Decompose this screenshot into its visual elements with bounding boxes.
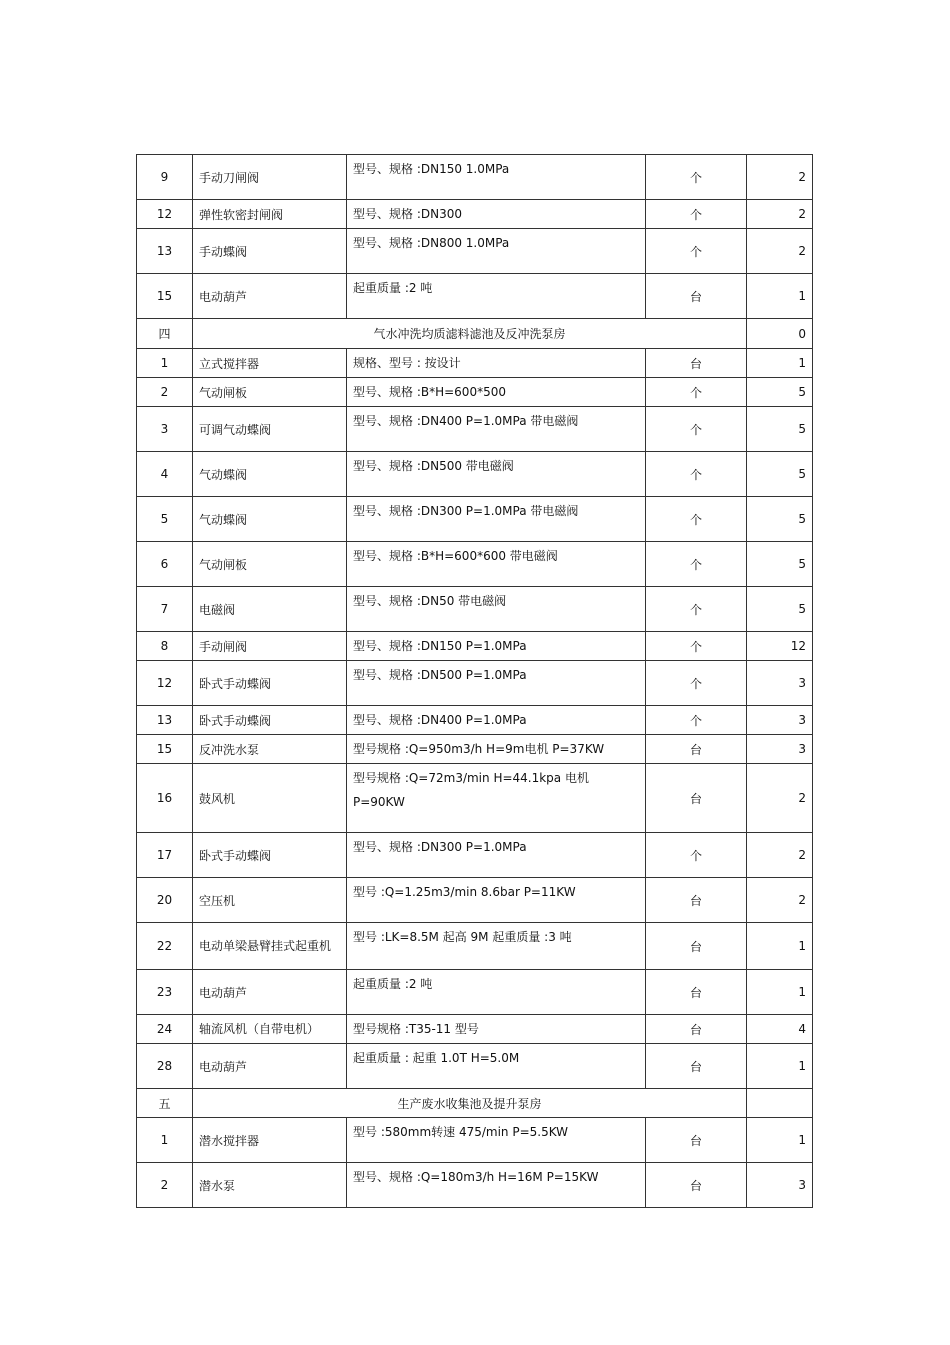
item-name: 空压机 xyxy=(193,878,347,923)
item-spec: 型号、规格 :DN150 1.0MPa xyxy=(347,155,646,200)
item-unit: 个 xyxy=(646,587,747,632)
item-name: 气动蝶阀 xyxy=(193,452,347,497)
item-unit: 台 xyxy=(646,1163,747,1208)
item-unit: 个 xyxy=(646,661,747,706)
item-number: 20 xyxy=(137,878,193,923)
table-row xyxy=(137,1118,813,1163)
item-number: 12 xyxy=(137,200,193,229)
item-number: 16 xyxy=(137,764,193,833)
item-quantity: 1 xyxy=(747,349,813,378)
item-spec: 型号、规格 :DN800 1.0MPa xyxy=(347,229,646,274)
item-number: 4 xyxy=(137,452,193,497)
item-name: 电动葫芦 xyxy=(193,970,347,1015)
item-spec: 型号规格 :Q=950m3/h H=9m电机 P=37KW xyxy=(347,735,646,764)
item-number: 8 xyxy=(137,632,193,661)
item-number: 2 xyxy=(137,378,193,407)
item-number: 24 xyxy=(137,1015,193,1044)
item-spec: 型号、规格 :DN400 P=1.0MPa xyxy=(347,706,646,735)
item-name: 弹性软密封闸阀 xyxy=(193,200,347,229)
item-unit: 台 xyxy=(646,764,747,833)
item-number: 3 xyxy=(137,407,193,452)
item-spec: 型号、规格 :DN300 P=1.0MPa xyxy=(347,833,646,878)
item-quantity: 1 xyxy=(747,923,813,970)
table-body xyxy=(137,155,813,1208)
item-unit: 个 xyxy=(646,542,747,587)
item-spec: 型号 :Q=1.25m3/min 8.6bar P=11KW xyxy=(347,878,646,923)
item-spec: 规格、型号 : 按设计 xyxy=(347,349,646,378)
item-unit: 台 xyxy=(646,735,747,764)
item-name: 卧式手动蝶阀 xyxy=(193,833,347,878)
item-number: 22 xyxy=(137,923,193,970)
item-number: 5 xyxy=(137,497,193,542)
item-quantity: 2 xyxy=(747,878,813,923)
item-name: 卧式手动蝶阀 xyxy=(193,706,347,735)
item-name: 鼓风机 xyxy=(193,764,347,833)
item-unit: 台 xyxy=(646,349,747,378)
item-unit: 个 xyxy=(646,452,747,497)
section-quantity: 0 xyxy=(747,319,813,349)
item-spec: 型号、规格 :DN300 P=1.0MPa 带电磁阀 xyxy=(347,497,646,542)
table-row xyxy=(137,407,813,452)
table-row xyxy=(137,735,813,764)
item-name: 卧式手动蝶阀 xyxy=(193,661,347,706)
item-name: 电磁阀 xyxy=(193,587,347,632)
item-name: 可调气动蝶阀 xyxy=(193,407,347,452)
item-number: 1 xyxy=(137,349,193,378)
item-spec: 型号、规格 :DN500 带电磁阀 xyxy=(347,452,646,497)
table-row xyxy=(137,349,813,378)
item-name: 电动单梁悬臂挂式起重机 xyxy=(193,923,347,970)
table-row xyxy=(137,229,813,274)
item-unit: 个 xyxy=(646,229,747,274)
item-unit: 个 xyxy=(646,706,747,735)
item-quantity: 1 xyxy=(747,1118,813,1163)
item-quantity: 2 xyxy=(747,229,813,274)
item-spec: 型号、规格 :B*H=600*600 带电磁阀 xyxy=(347,542,646,587)
section-title: 气水冲洗均质滤料滤池及反冲洗泵房 xyxy=(193,319,747,349)
item-number: 28 xyxy=(137,1044,193,1089)
item-quantity: 1 xyxy=(747,970,813,1015)
table-row xyxy=(137,878,813,923)
item-name: 反冲洗水泵 xyxy=(193,735,347,764)
item-spec: 型号、规格 :DN400 P=1.0MPa 带电磁阀 xyxy=(347,407,646,452)
item-unit: 台 xyxy=(646,923,747,970)
item-quantity: 1 xyxy=(747,274,813,319)
table-row xyxy=(137,378,813,407)
item-quantity: 2 xyxy=(747,200,813,229)
section-quantity xyxy=(747,1089,813,1118)
section-row xyxy=(137,1089,813,1118)
item-name: 潜水泵 xyxy=(193,1163,347,1208)
item-spec: 型号、规格 :B*H=600*500 xyxy=(347,378,646,407)
item-name: 手动闸阀 xyxy=(193,632,347,661)
item-name: 气动蝶阀 xyxy=(193,497,347,542)
item-quantity: 2 xyxy=(747,155,813,200)
item-unit: 台 xyxy=(646,274,747,319)
table-row xyxy=(137,1015,813,1044)
item-name: 电动葫芦 xyxy=(193,274,347,319)
item-unit: 个 xyxy=(646,155,747,200)
table-row xyxy=(137,542,813,587)
item-quantity: 1 xyxy=(747,1044,813,1089)
item-spec: 型号、规格 :DN300 xyxy=(347,200,646,229)
item-spec: 型号、规格 :Q=180m3/h H=16M P=15KW xyxy=(347,1163,646,1208)
item-quantity: 5 xyxy=(747,542,813,587)
item-quantity: 5 xyxy=(747,497,813,542)
item-spec: 起重质量 :2 吨 xyxy=(347,274,646,319)
item-unit: 台 xyxy=(646,1044,747,1089)
item-spec: 起重质量 : 起重 1.0T H=5.0M xyxy=(347,1044,646,1089)
item-number: 9 xyxy=(137,155,193,200)
item-quantity: 5 xyxy=(747,452,813,497)
item-number: 17 xyxy=(137,833,193,878)
item-quantity: 12 xyxy=(747,632,813,661)
item-quantity: 3 xyxy=(747,735,813,764)
table-row xyxy=(137,1163,813,1208)
item-quantity: 3 xyxy=(747,1163,813,1208)
item-number: 1 xyxy=(137,1118,193,1163)
table-row xyxy=(137,923,813,970)
item-number: 12 xyxy=(137,661,193,706)
item-number: 13 xyxy=(137,229,193,274)
item-unit: 个 xyxy=(646,497,747,542)
item-name: 电动葫芦 xyxy=(193,1044,347,1089)
item-quantity: 2 xyxy=(747,764,813,833)
table-row xyxy=(137,833,813,878)
item-quantity: 3 xyxy=(747,706,813,735)
item-spec: 型号、规格 :DN500 P=1.0MPa xyxy=(347,661,646,706)
table-row xyxy=(137,706,813,735)
table-row xyxy=(137,155,813,200)
table-row xyxy=(137,764,813,833)
section-title: 生产废水收集池及提升泵房 xyxy=(193,1089,747,1118)
table-row xyxy=(137,970,813,1015)
table-row xyxy=(137,587,813,632)
item-spec: 型号 :580mm转速 475/min P=5.5KW xyxy=(347,1118,646,1163)
item-unit: 个 xyxy=(646,407,747,452)
item-quantity: 4 xyxy=(747,1015,813,1044)
item-spec: 型号、规格 :DN150 P=1.0MPa xyxy=(347,632,646,661)
item-unit: 台 xyxy=(646,1015,747,1044)
item-unit: 个 xyxy=(646,378,747,407)
item-spec: 起重质量 :2 吨 xyxy=(347,970,646,1015)
section-row xyxy=(137,319,813,349)
item-name: 立式搅拌器 xyxy=(193,349,347,378)
item-number: 23 xyxy=(137,970,193,1015)
item-spec: 型号规格 :Q=72m3/min H=44.1kpa 电机 P=90KW xyxy=(347,764,646,833)
item-quantity: 5 xyxy=(747,587,813,632)
item-number: 7 xyxy=(137,587,193,632)
table-row xyxy=(137,661,813,706)
item-unit: 台 xyxy=(646,1118,747,1163)
item-quantity: 3 xyxy=(747,661,813,706)
item-spec: 型号规格 :T35-11 型号 xyxy=(347,1015,646,1044)
item-spec: 型号、规格 :DN50 带电磁阀 xyxy=(347,587,646,632)
equipment-table xyxy=(136,154,813,1208)
item-number: 15 xyxy=(137,274,193,319)
item-unit: 个 xyxy=(646,200,747,229)
table-row xyxy=(137,632,813,661)
item-unit: 台 xyxy=(646,970,747,1015)
table-row xyxy=(137,200,813,229)
item-quantity: 5 xyxy=(747,378,813,407)
item-unit: 个 xyxy=(646,833,747,878)
item-quantity: 2 xyxy=(747,833,813,878)
item-number: 2 xyxy=(137,1163,193,1208)
table-row xyxy=(137,274,813,319)
item-name: 气动闸板 xyxy=(193,378,347,407)
table-row xyxy=(137,452,813,497)
item-name: 轴流风机（自带电机） xyxy=(193,1015,347,1044)
item-unit: 台 xyxy=(646,878,747,923)
item-number: 13 xyxy=(137,706,193,735)
item-number: 15 xyxy=(137,735,193,764)
item-name: 手动刀闸阀 xyxy=(193,155,347,200)
item-name: 潜水搅拌器 xyxy=(193,1118,347,1163)
section-number: 五 xyxy=(137,1089,193,1118)
item-name: 手动蝶阀 xyxy=(193,229,347,274)
item-name: 气动闸板 xyxy=(193,542,347,587)
section-number: 四 xyxy=(137,319,193,349)
table-row xyxy=(137,1044,813,1089)
item-number: 6 xyxy=(137,542,193,587)
item-quantity: 5 xyxy=(747,407,813,452)
item-unit: 个 xyxy=(646,632,747,661)
table-row xyxy=(137,497,813,542)
item-spec: 型号 :LK=8.5M 起高 9M 起重质量 :3 吨 xyxy=(347,923,646,970)
